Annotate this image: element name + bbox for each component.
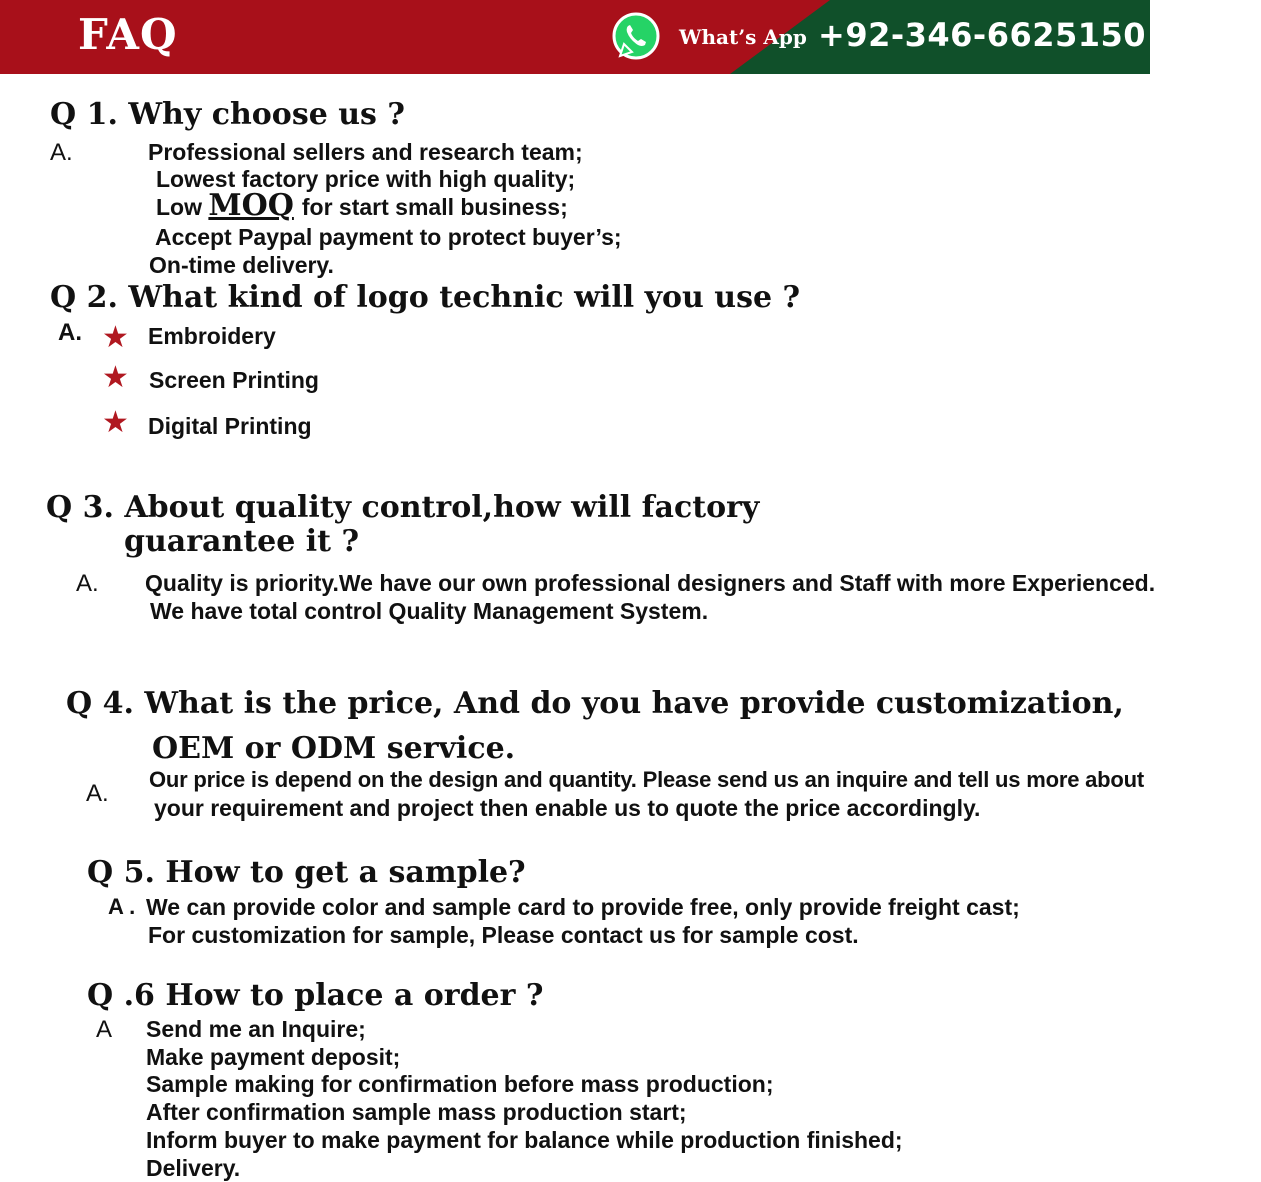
q3-answer-mark: A.	[76, 570, 99, 597]
q1-question: Q 1. Why choose us ?	[50, 97, 405, 132]
whatsapp-phone: +92-346-6625150	[818, 16, 1147, 54]
q1-moq-highlight: MOQ	[208, 188, 294, 223]
whatsapp-label: What’s App	[679, 25, 807, 49]
q2-item-2: Screen Printing	[149, 367, 319, 393]
q4-answer-mark: A.	[86, 780, 109, 807]
q5-line-2: For customization for sample, Please contact us for sample cost.	[148, 922, 859, 948]
q6-line-4: After confirmation sample mass production start;	[146, 1099, 687, 1125]
q3-line-1: Quality is priority.We have our own professional designers and Staff with more Experienced.	[145, 570, 1156, 596]
star-icon: ★	[102, 406, 129, 439]
q1-moq-before: Low	[156, 194, 209, 220]
q6-line-5: Inform buyer to make payment for balance while production finished;	[146, 1127, 903, 1153]
q5-answer-mark: A .	[108, 894, 136, 919]
q1-line-4: On-time delivery.	[149, 252, 334, 278]
q1-line-3: Accept Paypal payment to protect buyer’s;	[155, 224, 622, 250]
header-banner	[0, 0, 1150, 74]
q5-line-1: We can provide color and sample card to provide free, only provide freight cast;	[146, 894, 1020, 920]
q2-item-1: Embroidery	[148, 323, 276, 349]
q1-line-2: Lowest factory price with high quality;	[156, 166, 576, 192]
q4-question-line-1: Q 4. What is the price, And do you have provide customization,	[66, 686, 1124, 721]
q2-question: Q 2. What kind of logo technic will you use ?	[50, 280, 801, 315]
q2-answer-mark: A.	[58, 319, 82, 346]
q3-question-line-1: Q 3. About quality control,how will factory	[46, 490, 760, 525]
q4-line-2: your requirement and project then enable us to quote the price accordingly.	[154, 795, 981, 821]
q3-line-2: We have total control Quality Management System.	[150, 598, 709, 624]
star-icon: ★	[102, 361, 129, 394]
q6-answer-mark: A	[96, 1016, 113, 1043]
q6-question: Q .6 How to place a order ?	[87, 978, 544, 1013]
q6-line-3: Sample making for confirmation before mass production;	[146, 1071, 774, 1097]
q2-item-3: Digital Printing	[148, 413, 312, 439]
q1-line-1: Professional sellers and research team;	[148, 139, 583, 165]
q1-moq-line	[156, 188, 568, 223]
whatsapp-icon	[610, 10, 662, 62]
q3-question-line-2: guarantee it ?	[124, 524, 360, 559]
q6-line-2: Make payment deposit;	[146, 1044, 401, 1070]
page-title: FAQ	[78, 10, 178, 59]
q5-question: Q 5. How to get a sample?	[87, 855, 526, 890]
star-icon: ★	[102, 321, 129, 354]
q6-line-1: Send me an Inquire;	[146, 1016, 366, 1042]
q4-question-line-2: OEM or ODM service.	[152, 731, 516, 766]
q4-line-1: Our price is depend on the design and quantity. Please send us an inquire and tell us more about	[149, 767, 1145, 792]
q1-moq-after: for start small business;	[301, 194, 568, 220]
q1-answer-mark: A.	[50, 139, 73, 166]
q6-line-6: Delivery.	[146, 1155, 241, 1181]
